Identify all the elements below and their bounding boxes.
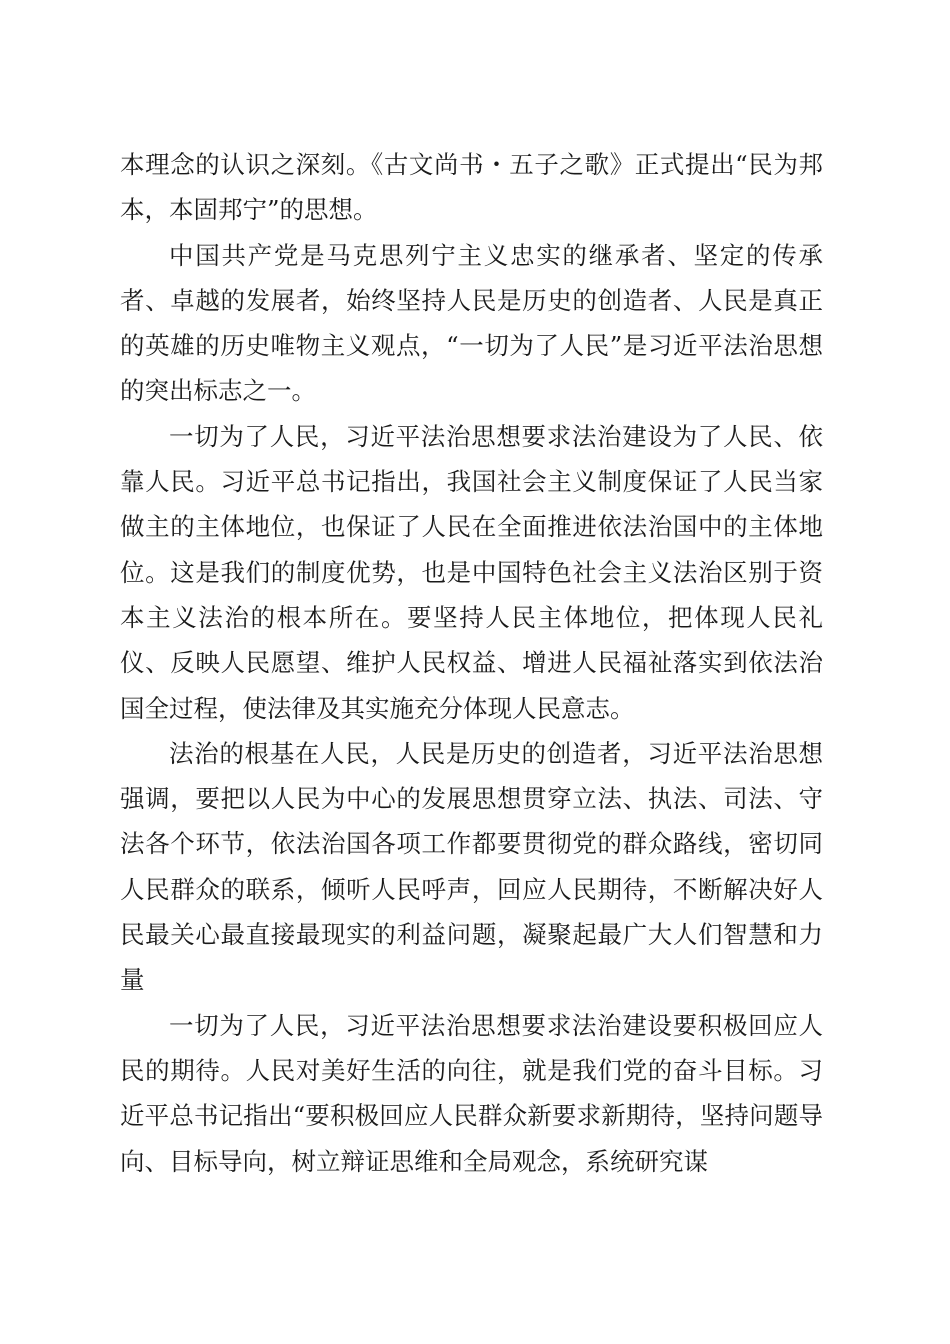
document-body	[120, 142, 823, 1184]
paragraph-2: 中国共产党是马克思列宁主义忠实的继承者、坚定的传承者、卓越的发展者，始终坚持人民是历史的创造者、人民是真正的英雄的历史唯物主义观点，“一切为了人民”是习近平法治思想的突出标志之一。	[120, 240, 823, 406]
paragraph-5: 一切为了人民，习近平法治思想要求法治建设要积极回应人民的期待。人民对美好生活的向往，就是我们党的奋斗目标。习近平总书记指出“要积极回应人民群众新要求新期待，坚持问题导向、目标导向，树立辩证思维和全局观念，系统研究谋	[120, 1010, 823, 1176]
paragraph-4: 法治的根基在人民，人民是历史的创造者，习近平法治思想强调，要把以人民为中心的发展思想贯穿立法、执法、司法、守法各个环节，依法治国各项工作都要贯彻党的群众路线，密切同人民群众的联系，倾听人民呼声，回应人民期待，不断解决好人民最关心最直接最现实的利益问题，凝聚起最广大人们智慧和力量	[120, 738, 823, 995]
paragraph-1: 本理念的认识之深刻。《古文尚书・五子之歌》正式提出“民为邦本，本固邦宁”的思想。	[120, 150, 823, 225]
paragraph-3: 一切为了人民，习近平法治思想要求法治建设为了人民、依靠人民。习近平总书记指出，我国社会主义制度保证了人民当家做主的主体地位，也保证了人民在全面推进依法治国中的主体地位。这是我们的制度优势，也是中国特色社会主义法治区别于资本主义法治的根本所在。要坚持人民主体地位，把体现人民礼仪、反映人民愿望、维护人民权益、增进人民福祉落实到依法治国全过程，使法律及其实施充分体现人民意志。	[120, 421, 823, 723]
